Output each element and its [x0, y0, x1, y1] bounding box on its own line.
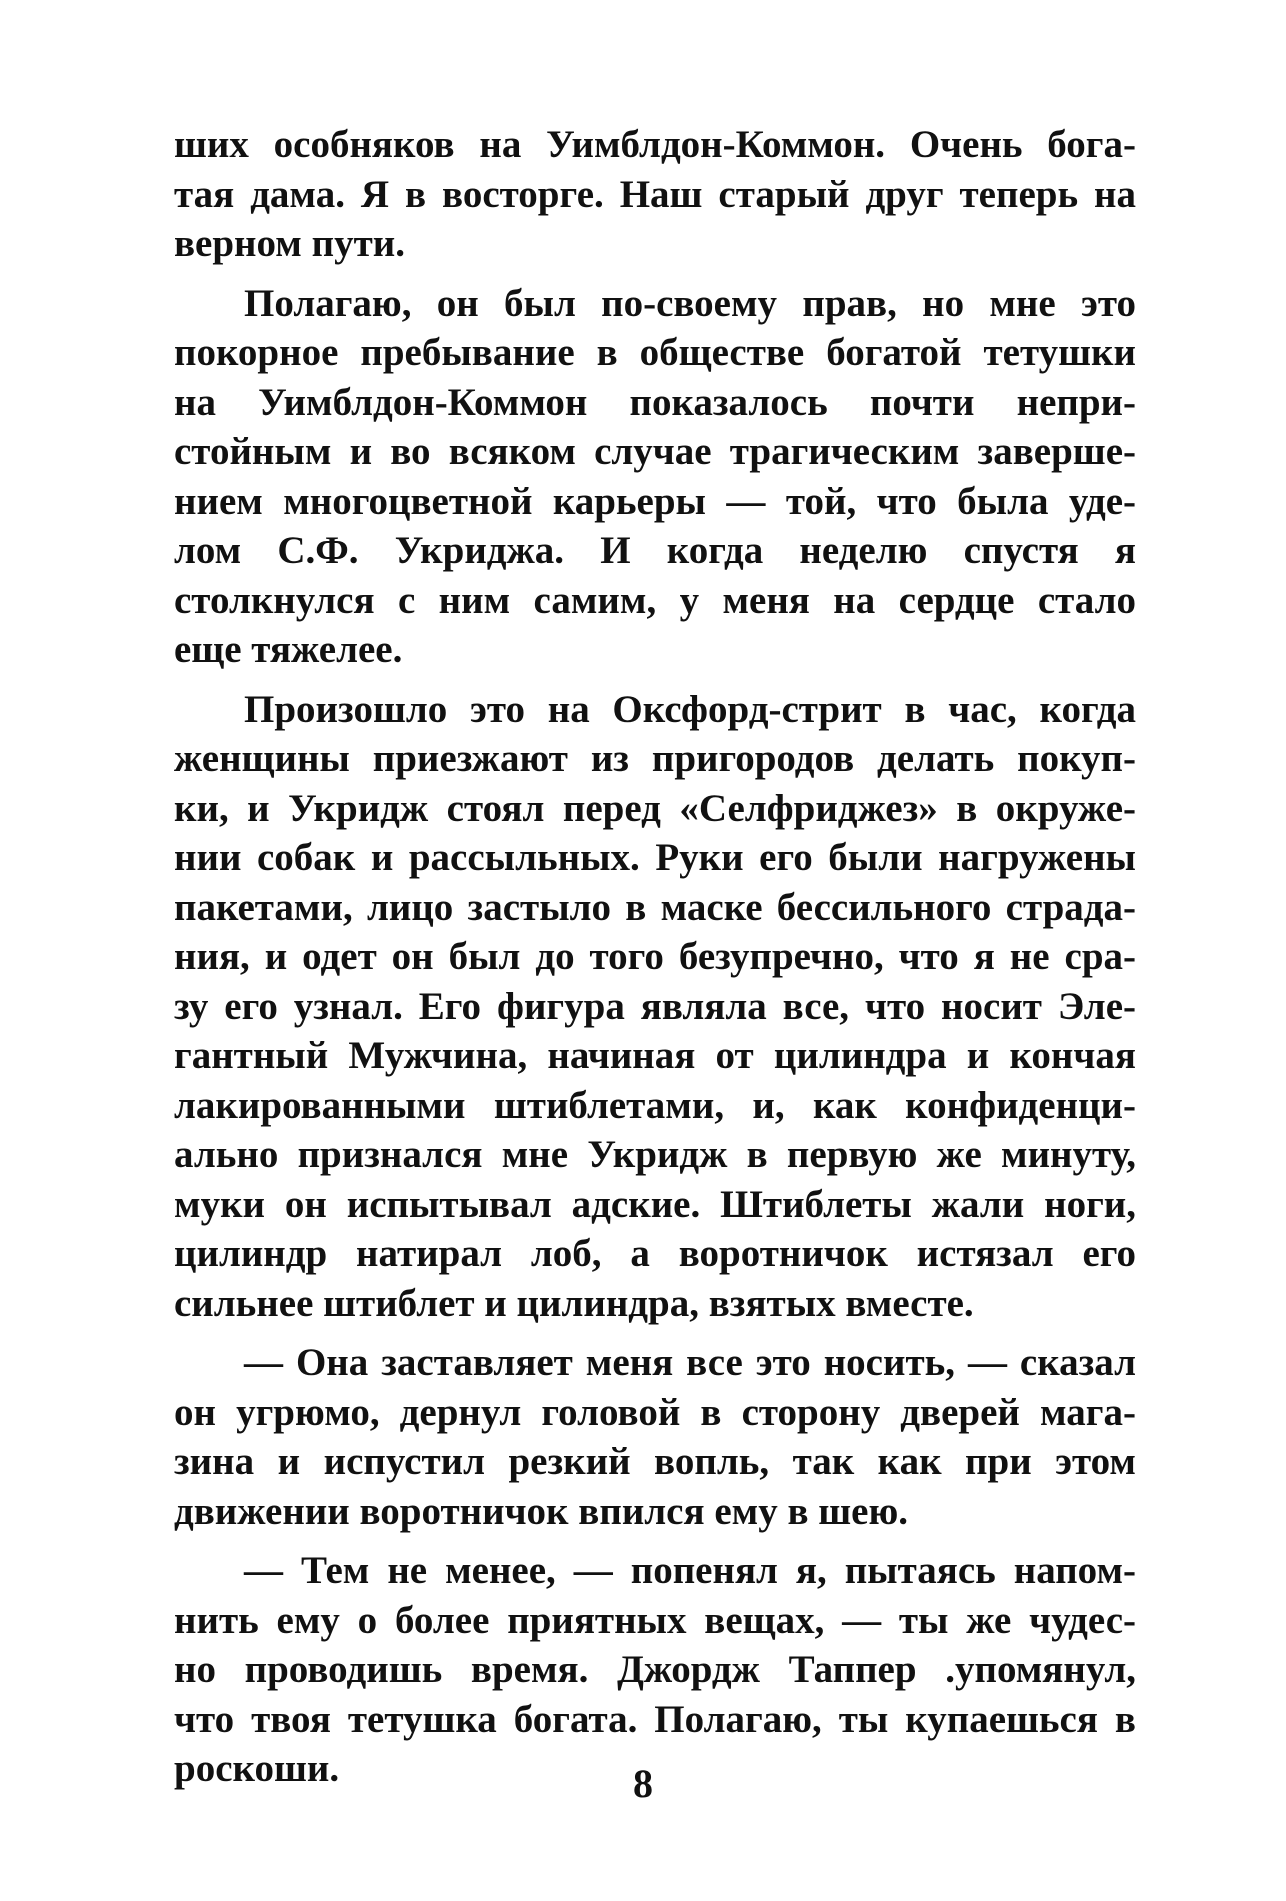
text-line: роскоши.	[174, 1747, 340, 1790]
paragraph	[174, 1338, 1136, 1536]
text-line: верном пути.	[174, 222, 405, 265]
text-line: лом С.Ф. Укриджа. И когда неделю спустя я	[174, 529, 1136, 572]
paragraph	[174, 1546, 1136, 1794]
text-line: зу его узнал. Его фигура являла все, что носит Эле-	[174, 984, 1136, 1028]
text-line: он угрюмо, дернул головой в сторону дверей мага-	[174, 1390, 1136, 1434]
text-line: покорное пребывание в обществе богатой тетушки	[174, 331, 1136, 374]
text-line: нии собак и рассыльных. Руки его были нагружены	[174, 836, 1136, 879]
text-line: нить ему о более приятных вещах, — ты же чудес-	[174, 1598, 1136, 1642]
text-line: женщины приезжают из пригородов делать покуп-	[174, 737, 1136, 780]
paragraph	[174, 120, 1136, 269]
text-line: — Она заставляет меня все это носить, — сказал	[244, 1341, 1136, 1384]
page-number: 8	[633, 1761, 653, 1806]
text-line: еще тяжелее.	[174, 628, 403, 671]
text-line: тая дама. Я в восторге. Наш старый друг теперь на	[174, 172, 1136, 216]
text-line: пакетами, лицо застыло в маске бессильного страда-	[174, 885, 1136, 929]
body-text	[174, 120, 1136, 1794]
text-line: нием многоцветной карьеры — той, что была уде-	[174, 479, 1136, 523]
text-line: что твоя тетушка богата. Полагаю, ты купаешься в	[174, 1697, 1136, 1741]
text-line: движении воротничок впился ему в шею.	[174, 1489, 909, 1533]
text-line: Произошло это на Оксфорд-стрит в час, когда	[244, 687, 1136, 731]
text-line: ния, и одет он был до того безупречно, что я не сра-	[174, 935, 1136, 978]
text-line: ально признался мне Укридж в первую же минуту,	[174, 1133, 1136, 1176]
text-line: ки, и Укридж стоял перед «Селфриджез» в окруже-	[174, 786, 1136, 830]
text-line: гантный Мужчина, начиная от цилиндра и кончая	[174, 1034, 1136, 1077]
paragraph	[174, 685, 1136, 1329]
text-line: лакированными штиблетами, и, как конфиденци-	[174, 1083, 1136, 1127]
text-line: муки он испытывал адские. Штиблеты жали ноги,	[174, 1182, 1136, 1226]
text-line: Полагаю, он был по-своему прав, но мне это	[244, 281, 1136, 325]
text-line: зина и испустил резкий вопль, так как при этом	[174, 1440, 1136, 1483]
paragraph	[174, 279, 1136, 675]
text-line: ших особняков на Уимблдон-Коммон. Очень бога-	[174, 123, 1136, 166]
text-line: но проводишь время. Джордж Таппер .упомянул,	[174, 1648, 1136, 1691]
text-line: сильнее штиблет и цилиндра, взятых вместе.	[174, 1281, 974, 1325]
text-line: на Уимблдон-Коммон показалось почти непри-	[174, 380, 1136, 424]
text-line: — Тем не менее, — попенял я, пытаясь напом-	[244, 1549, 1136, 1592]
text-line: стойным и во всяком случае трагическим заверше-	[174, 430, 1136, 473]
text-line: столкнулся с ним самим, у меня на сердце стало	[174, 578, 1136, 622]
text-line: цилиндр натирал лоб, а воротничок истязал его	[174, 1232, 1136, 1275]
